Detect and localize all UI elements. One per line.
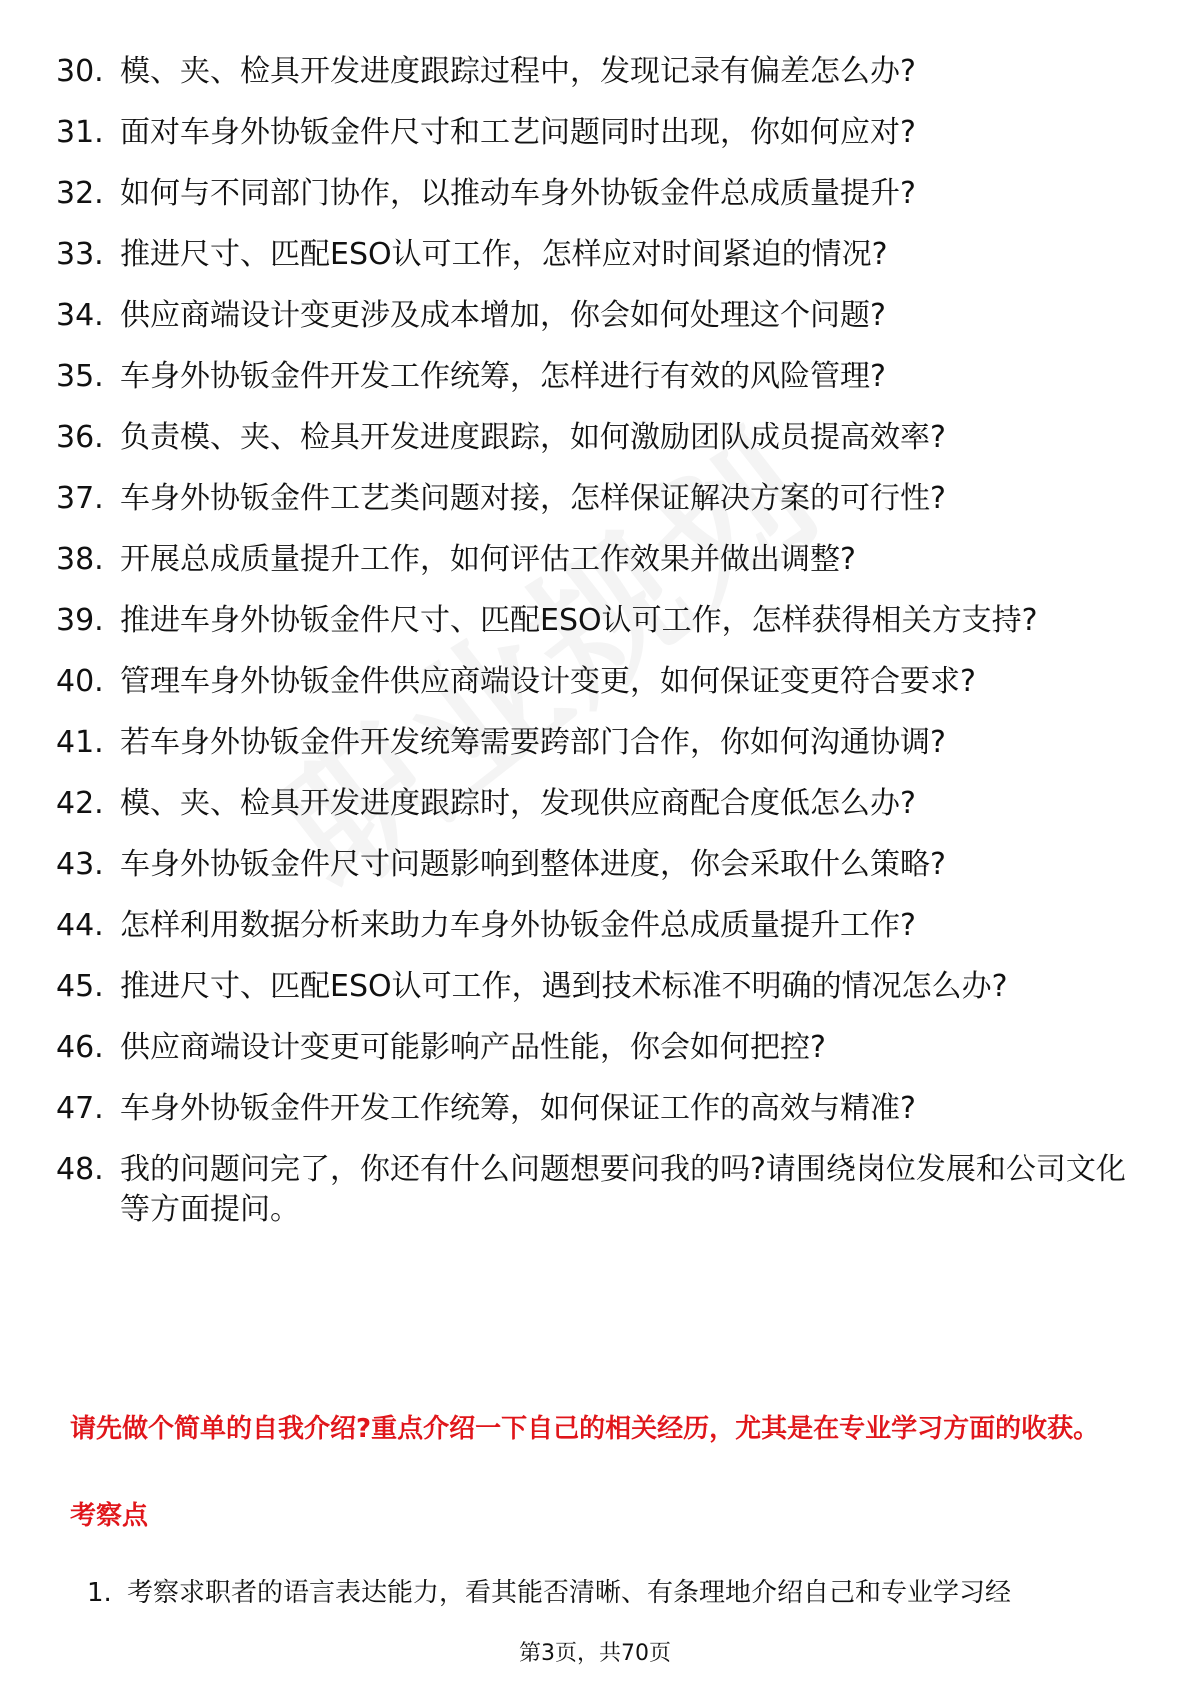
- item-number: 48.: [56, 1152, 104, 1187]
- item-text: 开展总成质量提升工作，如何评估工作效果并做出调整?: [120, 542, 856, 577]
- item-text: 供应商端设计变更可能影响产品性能，你会如何把控?: [120, 1030, 826, 1065]
- item-text: 考察求职者的语言表达能力，看其能否清晰、有条理地介绍自己和专业学习经: [127, 1578, 1012, 1608]
- list-item: [56, 845, 1136, 885]
- item-text: 车身外协钣金件开发工作统筹，怎样进行有效的风险管理?: [120, 359, 886, 394]
- item-text: 推进尺寸、匹配ESO认可工作，遇到技术标准不明确的情况怎么办?: [120, 969, 1008, 1004]
- item-number: 31.: [56, 115, 104, 150]
- section-title: 考察点: [70, 1501, 149, 1531]
- item-number: 44.: [56, 908, 104, 943]
- list-item: [56, 418, 1136, 458]
- list-item: [56, 723, 1136, 763]
- item-number: 30.: [56, 54, 104, 89]
- item-number: 33.: [56, 237, 104, 272]
- item-text: 推进车身外协钣金件尺寸、匹配ESO认可工作，怎样获得相关方支持?: [120, 603, 1038, 638]
- list-item: [56, 235, 1136, 275]
- list-item: [56, 540, 1136, 580]
- item-number: 41.: [56, 725, 104, 760]
- item-number: 37.: [56, 481, 104, 516]
- list-item: [56, 174, 1136, 214]
- item-number: 40.: [56, 664, 104, 699]
- list-item: [56, 479, 1136, 519]
- item-number: 47.: [56, 1091, 104, 1126]
- item-number: 46.: [56, 1030, 104, 1065]
- item-number: 38.: [56, 542, 104, 577]
- item-number: 32.: [56, 176, 104, 211]
- list-item: [56, 1028, 1136, 1068]
- list-item: [56, 1150, 1136, 1230]
- item-number: 35.: [56, 359, 104, 394]
- list-item: [56, 296, 1136, 336]
- item-text: 推进尺寸、匹配ESO认可工作，怎样应对时间紧迫的情况?: [120, 237, 888, 272]
- item-number: 39.: [56, 603, 104, 638]
- list-item: [56, 906, 1136, 946]
- page-footer: 第3页，共70页: [519, 1641, 671, 1666]
- item-number: 34.: [56, 298, 104, 333]
- item-text: 车身外协钣金件尺寸问题影响到整体进度，你会采取什么策略?: [120, 847, 946, 882]
- item-text: 我的问题问完了，你还有什么问题想要问我的吗?请围绕岗位发展和公司文化等方面提问。: [120, 1152, 1126, 1227]
- item-text: 如何与不同部门协作，以推动车身外协钣金件总成质量提升?: [120, 176, 916, 211]
- item-text: 负责模、夹、检具开发进度跟踪，如何激励团队成员提高效率?: [120, 420, 946, 455]
- list-item: [56, 662, 1136, 702]
- item-number: 45.: [56, 969, 104, 1004]
- list-item: [87, 1576, 1137, 1610]
- item-text: 供应商端设计变更涉及成本增加，你会如何处理这个问题?: [120, 298, 886, 333]
- item-number: 36.: [56, 420, 104, 455]
- item-number: 42.: [56, 786, 104, 821]
- item-text: 若车身外协钣金件开发统筹需要跨部门合作，你如何沟通协调?: [120, 725, 946, 760]
- question-list: [56, 52, 1136, 1251]
- self-intro-prompt: 请先做个简单的自我介绍?重点介绍一下自己的相关经历，尤其是在专业学习方面的收获。: [70, 1414, 1100, 1444]
- list-item: [56, 52, 1136, 92]
- item-text: 面对车身外协钣金件尺寸和工艺问题同时出现，你如何应对?: [120, 115, 916, 150]
- item-text: 模、夹、检具开发进度跟踪时，发现供应商配合度低怎么办?: [120, 786, 916, 821]
- list-item: [56, 357, 1136, 397]
- list-item: [56, 113, 1136, 153]
- item-text: 模、夹、检具开发进度跟踪过程中，发现记录有偏差怎么办?: [120, 54, 916, 89]
- list-item: [56, 1089, 1136, 1129]
- item-text: 怎样利用数据分析来助力车身外协钣金件总成质量提升工作?: [120, 908, 916, 943]
- list-item: [56, 784, 1136, 824]
- item-text: 车身外协钣金件工艺类问题对接，怎样保证解决方案的可行性?: [120, 481, 946, 516]
- list-item: [56, 967, 1136, 1007]
- list-item: [56, 601, 1136, 641]
- item-text: 管理车身外协钣金件供应商端设计变更，如何保证变更符合要求?: [120, 664, 976, 699]
- item-number: 1.: [87, 1578, 112, 1608]
- item-text: 车身外协钣金件开发工作统筹，如何保证工作的高效与精准?: [120, 1091, 916, 1126]
- item-number: 43.: [56, 847, 104, 882]
